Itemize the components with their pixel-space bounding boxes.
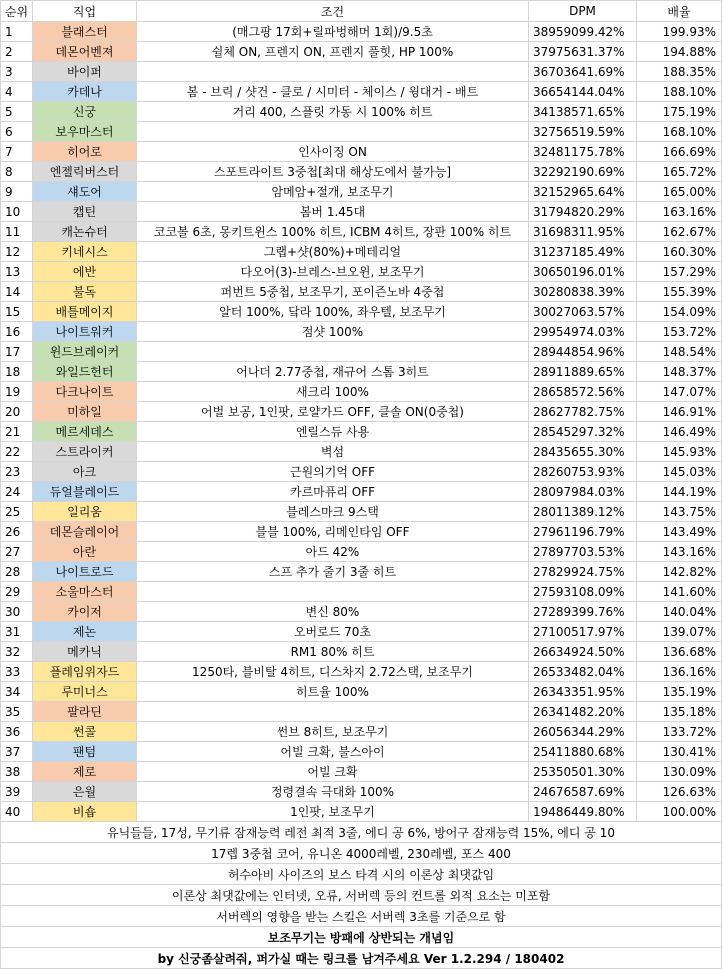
- condition-cell[interactable]: [137, 702, 529, 722]
- dpm-cell[interactable]: 32152965.64%: [529, 182, 637, 202]
- condition-cell[interactable]: 카르마퓨리 OFF: [137, 482, 529, 502]
- rank-cell[interactable]: 23: [1, 462, 33, 482]
- job-cell[interactable]: 제로: [33, 762, 137, 782]
- rank-cell[interactable]: 24: [1, 482, 33, 502]
- job-cell[interactable]: 에반: [33, 262, 137, 282]
- job-cell[interactable]: 소울마스터: [33, 582, 137, 602]
- ratio-cell[interactable]: 146.91%: [637, 402, 722, 422]
- rank-cell[interactable]: 8: [1, 162, 33, 182]
- condition-cell[interactable]: 봄버 1.45대: [137, 202, 529, 222]
- ratio-cell[interactable]: 143.16%: [637, 542, 722, 562]
- rank-cell[interactable]: 39: [1, 782, 33, 802]
- rank-cell[interactable]: 5: [1, 102, 33, 122]
- job-cell[interactable]: 듀얼블레이드: [33, 482, 137, 502]
- job-cell[interactable]: 일리움: [33, 502, 137, 522]
- dpm-cell[interactable]: 27289399.76%: [529, 602, 637, 622]
- footer-note[interactable]: 이론상 최댓값에는 인터넷, 오류, 서버렉 등의 컨트롤 외적 요소는 미포함: [1, 885, 722, 906]
- dpm-cell[interactable]: 30027063.57%: [529, 302, 637, 322]
- header-dpm[interactable]: DPM: [529, 1, 637, 22]
- ratio-cell[interactable]: 133.72%: [637, 722, 722, 742]
- job-cell[interactable]: 아란: [33, 542, 137, 562]
- dpm-cell[interactable]: 28545297.32%: [529, 422, 637, 442]
- job-cell[interactable]: 블래스터: [33, 22, 137, 42]
- job-cell[interactable]: 캡틴: [33, 202, 137, 222]
- dpm-cell[interactable]: 27961196.79%: [529, 522, 637, 542]
- job-cell[interactable]: 엔젤릭버스터: [33, 162, 137, 182]
- dpm-cell[interactable]: 28435655.30%: [529, 442, 637, 462]
- ratio-cell[interactable]: 126.63%: [637, 782, 722, 802]
- ratio-cell[interactable]: 135.19%: [637, 682, 722, 702]
- dpm-cell[interactable]: 29954974.03%: [529, 322, 637, 342]
- condition-cell[interactable]: 어벌 보공, 1인팟, 로얄가드 OFF, 클솔 ON(0중첩): [137, 402, 529, 422]
- table-row: [1, 162, 722, 182]
- rank-cell[interactable]: 17: [1, 342, 33, 362]
- job-cell[interactable]: 루미너스: [33, 682, 137, 702]
- table-row: [1, 402, 722, 422]
- ratio-cell[interactable]: 139.07%: [637, 622, 722, 642]
- job-cell[interactable]: 윈드브레이커: [33, 342, 137, 362]
- header-ratio[interactable]: 배율: [637, 1, 722, 22]
- rank-cell[interactable]: 32: [1, 642, 33, 662]
- ratio-cell[interactable]: 155.39%: [637, 282, 722, 302]
- job-cell[interactable]: 캐논슈터: [33, 222, 137, 242]
- condition-cell[interactable]: 인사이징 ON: [137, 142, 529, 162]
- condition-cell[interactable]: 1250타, 블비탈 4히트, 디스차지 2.72스택, 보조무기: [137, 662, 529, 682]
- rank-cell[interactable]: 33: [1, 662, 33, 682]
- job-cell[interactable]: 비숍: [33, 802, 137, 822]
- table-row: [1, 182, 722, 202]
- job-cell[interactable]: 카데나: [33, 82, 137, 102]
- ratio-cell[interactable]: 188.35%: [637, 62, 722, 82]
- table-row: [1, 282, 722, 302]
- rank-cell[interactable]: 9: [1, 182, 33, 202]
- ratio-cell[interactable]: 143.49%: [637, 522, 722, 542]
- dpm-cell[interactable]: 31698311.95%: [529, 222, 637, 242]
- ratio-cell[interactable]: 136.16%: [637, 662, 722, 682]
- job-cell[interactable]: 메카닉: [33, 642, 137, 662]
- ratio-cell[interactable]: 160.30%: [637, 242, 722, 262]
- table-row: [1, 502, 722, 522]
- dpm-cell[interactable]: 27897703.53%: [529, 542, 637, 562]
- dpm-cell[interactable]: 19486449.80%: [529, 802, 637, 822]
- condition-cell[interactable]: 어빌 크확: [137, 762, 529, 782]
- table-row: [1, 382, 722, 402]
- dpm-cell[interactable]: 36703641.69%: [529, 62, 637, 82]
- condition-cell[interactable]: 그랩+샷(80%)+메테리얼: [137, 242, 529, 262]
- dpm-cell[interactable]: 32481175.78%: [529, 142, 637, 162]
- condition-cell[interactable]: 블블 100%, 리메인타임 OFF: [137, 522, 529, 542]
- ratio-cell[interactable]: 145.03%: [637, 462, 722, 482]
- ratio-cell[interactable]: 144.19%: [637, 482, 722, 502]
- table-row: [1, 82, 722, 102]
- rank-cell[interactable]: 38: [1, 762, 33, 782]
- condition-cell[interactable]: (매그팡 17회+릴파벙해머 1회)/9.5초: [137, 22, 529, 42]
- job-cell[interactable]: 메르세데스: [33, 422, 137, 442]
- dpm-cell[interactable]: 36654144.04%: [529, 82, 637, 102]
- dpm-cell[interactable]: 28627782.75%: [529, 402, 637, 422]
- condition-cell[interactable]: [137, 342, 529, 362]
- job-cell[interactable]: 데몬어벤져: [33, 42, 137, 62]
- table-row: [1, 802, 722, 822]
- footer-row: [1, 927, 722, 948]
- job-cell[interactable]: 히어로: [33, 142, 137, 162]
- rank-cell[interactable]: 15: [1, 302, 33, 322]
- ratio-cell[interactable]: 168.10%: [637, 122, 722, 142]
- footer-row: [1, 885, 722, 906]
- rank-cell[interactable]: 26: [1, 522, 33, 542]
- dpm-cell[interactable]: 27100517.97%: [529, 622, 637, 642]
- table-row: [1, 42, 722, 62]
- table-row: [1, 462, 722, 482]
- ratio-cell[interactable]: 145.93%: [637, 442, 722, 462]
- ratio-cell[interactable]: 188.10%: [637, 82, 722, 102]
- header-rank[interactable]: 순위: [1, 1, 33, 22]
- dpm-cell[interactable]: 27829924.75%: [529, 562, 637, 582]
- table-row: [1, 482, 722, 502]
- dpm-cell[interactable]: 26056344.29%: [529, 722, 637, 742]
- dpm-cell[interactable]: 26343351.95%: [529, 682, 637, 702]
- table-row: [1, 722, 722, 742]
- footer-row: [1, 843, 722, 864]
- rank-cell[interactable]: 25: [1, 502, 33, 522]
- job-cell[interactable]: 와일드헌터: [33, 362, 137, 382]
- condition-cell[interactable]: 암메암+절개, 보조무기: [137, 182, 529, 202]
- footer-row: [1, 948, 722, 969]
- dpm-cell[interactable]: 28260753.93%: [529, 462, 637, 482]
- footer-note[interactable]: by 신궁좀살려줘, 퍼가실 때는 링크를 남겨주세요 Ver 1.2.294 / 180402: [1, 948, 722, 969]
- condition-cell[interactable]: 퍼번트 5중첩, 보조무기, 포이즌노바 4중첩: [137, 282, 529, 302]
- ratio-cell[interactable]: 148.37%: [637, 362, 722, 382]
- rank-cell[interactable]: 11: [1, 222, 33, 242]
- condition-cell[interactable]: 벽섬: [137, 442, 529, 462]
- ratio-cell[interactable]: 130.09%: [637, 762, 722, 782]
- footer-row: [1, 906, 722, 927]
- condition-cell[interactable]: 점샷 100%: [137, 322, 529, 342]
- ratio-cell[interactable]: 162.67%: [637, 222, 722, 242]
- dpm-cell[interactable]: 28911889.65%: [529, 362, 637, 382]
- footer-note[interactable]: 유닉들들, 17성, 무기류 잠재능력 레전 최적 3줄, 에디 공 6%, 방어구 잠재능력 15%, 에디 공 10: [1, 822, 722, 843]
- ratio-cell[interactable]: 140.04%: [637, 602, 722, 622]
- condition-cell[interactable]: 쉴체 ON, 프렌지 ON, 프렌지 풀힛, HP 100%: [137, 42, 529, 62]
- ratio-cell[interactable]: 199.93%: [637, 22, 722, 42]
- job-cell[interactable]: 나이트로드: [33, 562, 137, 582]
- table-row: [1, 142, 722, 162]
- ratio-cell[interactable]: 194.88%: [637, 42, 722, 62]
- ratio-cell[interactable]: 153.72%: [637, 322, 722, 342]
- dpm-cell[interactable]: 31237185.49%: [529, 242, 637, 262]
- ratio-cell[interactable]: 165.00%: [637, 182, 722, 202]
- table-row: [1, 262, 722, 282]
- rank-cell[interactable]: 30: [1, 602, 33, 622]
- job-cell[interactable]: 보우마스터: [33, 122, 137, 142]
- dpm-cell[interactable]: 26533482.04%: [529, 662, 637, 682]
- job-cell[interactable]: 아크: [33, 462, 137, 482]
- job-cell[interactable]: 은월: [33, 782, 137, 802]
- job-cell[interactable]: 섀도어: [33, 182, 137, 202]
- dpm-cell[interactable]: 27593108.09%: [529, 582, 637, 602]
- dpm-cell[interactable]: 32756519.59%: [529, 122, 637, 142]
- condition-cell[interactable]: [137, 582, 529, 602]
- footer-note[interactable]: 17렙 3중첩 코어, 유니온 4000레벨, 230레벨, 포스 400: [1, 843, 722, 864]
- footer-note[interactable]: 허수아비 사이즈의 보스 타격 시의 이론상 최댓값임: [1, 864, 722, 885]
- table-row: [1, 662, 722, 682]
- rank-cell[interactable]: 1: [1, 22, 33, 42]
- condition-cell[interactable]: RM1 80% 히트: [137, 642, 529, 662]
- ratio-cell[interactable]: 154.09%: [637, 302, 722, 322]
- job-cell[interactable]: 불독: [33, 282, 137, 302]
- job-cell[interactable]: 바이퍼: [33, 62, 137, 82]
- table-row: [1, 682, 722, 702]
- dpm-cell[interactable]: 26341482.20%: [529, 702, 637, 722]
- condition-cell[interactable]: 오버로드 70초: [137, 622, 529, 642]
- table-row: [1, 742, 722, 762]
- ratio-cell[interactable]: 135.18%: [637, 702, 722, 722]
- job-cell[interactable]: 미하일: [33, 402, 137, 422]
- dpm-cell[interactable]: 30280838.39%: [529, 282, 637, 302]
- rank-cell[interactable]: 29: [1, 582, 33, 602]
- table-row: [1, 622, 722, 642]
- rank-cell[interactable]: 35: [1, 702, 33, 722]
- condition-cell[interactable]: 어나더 2.77중첩, 재규어 스톰 3히트: [137, 362, 529, 382]
- condition-cell[interactable]: 스포트라이트 3중첩[최대 해상도에서 불가능]: [137, 162, 529, 182]
- ratio-cell[interactable]: 130.41%: [637, 742, 722, 762]
- dpm-cell[interactable]: 26634924.50%: [529, 642, 637, 662]
- condition-cell[interactable]: 엔릴스듀 사용: [137, 422, 529, 442]
- condition-cell[interactable]: 히트율 100%: [137, 682, 529, 702]
- dpm-cell[interactable]: 37975631.37%: [529, 42, 637, 62]
- table-row: [1, 222, 722, 242]
- job-cell[interactable]: 플레임위자드: [33, 662, 137, 682]
- ratio-cell[interactable]: 142.82%: [637, 562, 722, 582]
- dpm-cell[interactable]: 38959099.42%: [529, 22, 637, 42]
- dpm-cell[interactable]: 24676587.69%: [529, 782, 637, 802]
- ratio-cell[interactable]: 165.72%: [637, 162, 722, 182]
- rank-cell[interactable]: 36: [1, 722, 33, 742]
- footer-row: [1, 822, 722, 843]
- condition-cell[interactable]: 알터 100%, 닼라 100%, 좌우텔, 보조무기: [137, 302, 529, 322]
- table-row: [1, 762, 722, 782]
- table-row: [1, 102, 722, 122]
- dpm-cell[interactable]: 32292190.69%: [529, 162, 637, 182]
- rank-cell[interactable]: 14: [1, 282, 33, 302]
- table-row: [1, 422, 722, 442]
- table-row: [1, 562, 722, 582]
- job-cell[interactable]: 나이트워커: [33, 322, 137, 342]
- ratio-cell[interactable]: 175.19%: [637, 102, 722, 122]
- footer-row: [1, 864, 722, 885]
- rank-cell[interactable]: 21: [1, 422, 33, 442]
- condition-cell[interactable]: 1인팟, 보조무기: [137, 802, 529, 822]
- dpm-cell[interactable]: 25411880.68%: [529, 742, 637, 762]
- rank-cell[interactable]: 3: [1, 62, 33, 82]
- job-cell[interactable]: 키네시스: [33, 242, 137, 262]
- header-job[interactable]: 직업: [33, 1, 137, 22]
- job-cell[interactable]: 제논: [33, 622, 137, 642]
- table-row: [1, 522, 722, 542]
- ratio-cell[interactable]: 136.68%: [637, 642, 722, 662]
- table-row: [1, 782, 722, 802]
- condition-cell[interactable]: 아드 42%: [137, 542, 529, 562]
- condition-cell[interactable]: 어빌 크확, 불스아이: [137, 742, 529, 762]
- table-row: [1, 122, 722, 142]
- ratio-cell[interactable]: 141.60%: [637, 582, 722, 602]
- condition-cell[interactable]: [137, 122, 529, 142]
- header-row: [1, 1, 722, 22]
- table-row: [1, 322, 722, 342]
- header-condition[interactable]: 조건: [137, 1, 529, 22]
- condition-cell[interactable]: 근원의기억 OFF: [137, 462, 529, 482]
- rank-cell[interactable]: 13: [1, 262, 33, 282]
- rank-cell[interactable]: 19: [1, 382, 33, 402]
- table-row: [1, 302, 722, 322]
- rank-cell[interactable]: 31: [1, 622, 33, 642]
- rank-cell[interactable]: 37: [1, 742, 33, 762]
- dpm-cell[interactable]: 31794820.29%: [529, 202, 637, 222]
- rank-cell[interactable]: 20: [1, 402, 33, 422]
- job-cell[interactable]: 스트라이커: [33, 442, 137, 462]
- dpm-cell[interactable]: 34138571.65%: [529, 102, 637, 122]
- condition-cell[interactable]: 봄 - 브릭 / 샷건 - 클로 / 시미터 - 체이스 / 윙대거 - 배트: [137, 82, 529, 102]
- dpm-cell[interactable]: 30650196.01%: [529, 262, 637, 282]
- ratio-cell[interactable]: 163.16%: [637, 202, 722, 222]
- ratio-cell[interactable]: 143.75%: [637, 502, 722, 522]
- rank-cell[interactable]: 10: [1, 202, 33, 222]
- condition-cell[interactable]: 블레스마크 9스택: [137, 502, 529, 522]
- rank-cell[interactable]: 4: [1, 82, 33, 102]
- dpm-cell[interactable]: 25350501.30%: [529, 762, 637, 782]
- table-row: [1, 442, 722, 462]
- job-cell[interactable]: 신궁: [33, 102, 137, 122]
- table-row: [1, 202, 722, 222]
- job-cell[interactable]: 팬텀: [33, 742, 137, 762]
- job-cell[interactable]: 데몬슬레이어: [33, 522, 137, 542]
- condition-cell[interactable]: 새크리 100%: [137, 382, 529, 402]
- rank-cell[interactable]: 28: [1, 562, 33, 582]
- table-row: [1, 702, 722, 722]
- condition-cell[interactable]: [137, 62, 529, 82]
- job-cell[interactable]: 배틀메이지: [33, 302, 137, 322]
- job-cell[interactable]: 썬콜: [33, 722, 137, 742]
- rank-cell[interactable]: 34: [1, 682, 33, 702]
- table-row: [1, 62, 722, 82]
- job-cell[interactable]: 팔라딘: [33, 702, 137, 722]
- condition-cell[interactable]: 스프 추가 줄기 3줄 히트: [137, 562, 529, 582]
- rank-cell[interactable]: 18: [1, 362, 33, 382]
- condition-cell[interactable]: 썬브 8히트, 보조무기: [137, 722, 529, 742]
- table-row: [1, 362, 722, 382]
- rank-cell[interactable]: 12: [1, 242, 33, 262]
- table-row: [1, 582, 722, 602]
- condition-cell[interactable]: 정령결속 극대화 100%: [137, 782, 529, 802]
- rank-cell[interactable]: 40: [1, 802, 33, 822]
- rank-cell[interactable]: 16: [1, 322, 33, 342]
- dpm-cell[interactable]: 28944854.96%: [529, 342, 637, 362]
- dpm-cell[interactable]: 28011389.12%: [529, 502, 637, 522]
- job-cell[interactable]: 다크나이트: [33, 382, 137, 402]
- ratio-cell[interactable]: 147.07%: [637, 382, 722, 402]
- table-row: [1, 642, 722, 662]
- footer-note[interactable]: 보조무기는 방패에 상반되는 개념임: [1, 927, 722, 948]
- rank-cell[interactable]: 6: [1, 122, 33, 142]
- rank-cell[interactable]: 27: [1, 542, 33, 562]
- ratio-cell[interactable]: 100.00%: [637, 802, 722, 822]
- table-row: [1, 242, 722, 262]
- rank-cell[interactable]: 2: [1, 42, 33, 62]
- table-row: [1, 542, 722, 562]
- dpm-cell[interactable]: 28658572.56%: [529, 382, 637, 402]
- footer-note[interactable]: 서버렉의 영향을 받는 스킬은 서버렉 3초를 기준으로 함: [1, 906, 722, 927]
- table-row: [1, 602, 722, 622]
- job-cell[interactable]: 카이저: [33, 602, 137, 622]
- table-row: [1, 342, 722, 362]
- condition-cell[interactable]: 코코볼 6초, 몽키트윈스 100% 히트, ICBM 4히트, 장판 100% 히트: [137, 222, 529, 242]
- condition-cell[interactable]: 거리 400, 스플릿 가동 시 100% 히트: [137, 102, 529, 122]
- ratio-cell[interactable]: 146.49%: [637, 422, 722, 442]
- ratio-cell[interactable]: 157.29%: [637, 262, 722, 282]
- dpm-cell[interactable]: 28097984.03%: [529, 482, 637, 502]
- table-row: [1, 22, 722, 42]
- rank-cell[interactable]: 22: [1, 442, 33, 462]
- ratio-cell[interactable]: 166.69%: [637, 142, 722, 162]
- ratio-cell[interactable]: 148.54%: [637, 342, 722, 362]
- rank-cell[interactable]: 7: [1, 142, 33, 162]
- condition-cell[interactable]: 변신 80%: [137, 602, 529, 622]
- condition-cell[interactable]: 다오어(3)-브레스-브오윈, 보조무기: [137, 262, 529, 282]
